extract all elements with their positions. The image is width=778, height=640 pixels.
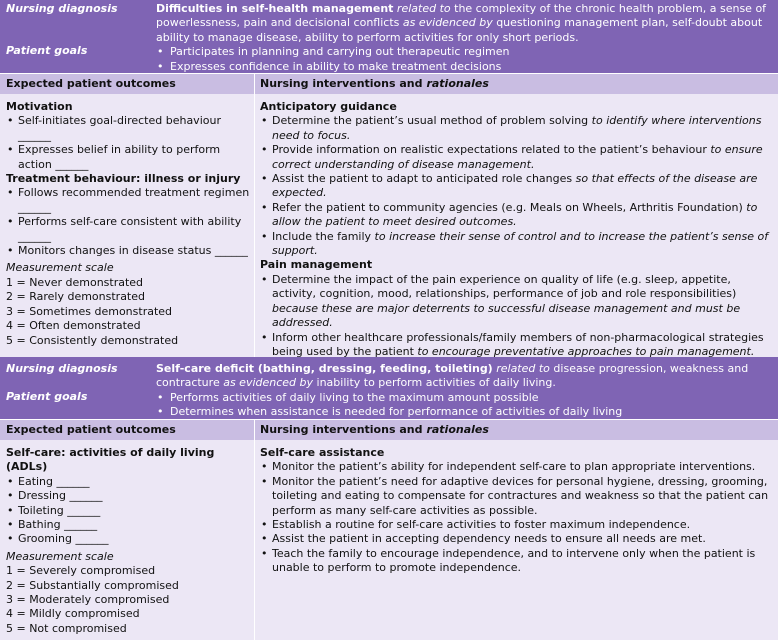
- section1-diagnosis-block: [0, 0, 778, 73]
- treatment-title: Treatment behaviour: illness or injury: [6, 172, 241, 186]
- patient-goals-list: [156, 45, 772, 74]
- list-item: • Follows recommended treatment regimen ______: [6, 186, 250, 215]
- list-item: • Inform other healthcare professionals/family members of non-pharmacological strategies being used by the patient to encourage preventative approaches to pain management.: [260, 331, 772, 360]
- outcomes-column: [0, 440, 254, 640]
- list-item: • Expresses confidence in ability to make treatment decisions: [156, 60, 772, 74]
- list-item: • Determine the impact of the pain experience on quality of life (e.g. sleep, appetite, activity, cognition, mood, relationships, performance of job and role responsibilities) because these are major deterrents to successful disease management and must be addressed.: [260, 273, 772, 331]
- measurement-scale: 1 = Never demonstrated 2 = Rarely demonstrated 3 = Sometimes demonstrated 4 = Often demonstrated 5 = Consistently demonstrated: [6, 275, 179, 347]
- motivation-title: Motivation: [6, 100, 73, 113]
- adl-title: Self-care: activities of daily living (ADLs): [6, 446, 215, 474]
- interventions-header: Nursing interventions and rationales: [254, 420, 778, 440]
- list-item: • Expresses belief in ability to perform action ______: [6, 143, 250, 172]
- list-item: • Assist the patient to adapt to anticipated role changes so that effects of the disease are expected.: [260, 172, 772, 201]
- list-item: • Provide information on realistic expectations related to the patient’s behaviour to ensure correct understanding of disease management.: [260, 143, 772, 172]
- list-item: • Bathing ______: [6, 518, 250, 532]
- list-item: • Performs activities of daily living to the maximum amount possible: [156, 391, 772, 405]
- nursing-diagnosis-text: Self-care deficit (bathing, dressing, feeding, toileting) related to disease progression, weakness and contracture as evidenced by inability to perform activities of daily living.: [156, 362, 749, 390]
- list-item: • Monitor the patient’s need for adaptive devices for personal hygiene, dressing, grooming, toileting and eating to compensate for contractures and weakness so that the patient can perform as many self-care activities as possible.: [260, 475, 772, 518]
- measurement-scale-title: Measurement scale: [6, 261, 114, 275]
- list-item: • Monitors changes in disease status ______: [6, 244, 250, 258]
- section2-diagnosis-block: [0, 357, 778, 419]
- outcomes-column: [0, 94, 254, 357]
- list-item: • Self-initiates goal-directed behaviour ______: [6, 114, 250, 143]
- anticipatory-guidance-title: Anticipatory guidance: [260, 100, 397, 113]
- list-item: • Assist the patient in accepting dependency needs to ensure all needs are met.: [260, 532, 772, 546]
- pain-management-title: Pain management: [260, 258, 373, 272]
- nursing-diagnosis-label: Nursing diagnosis: [6, 362, 118, 375]
- outcomes-header: Expected patient outcomes: [6, 76, 176, 90]
- list-item: • Grooming ______: [6, 532, 250, 546]
- patient-goals-label: Patient goals: [6, 44, 88, 58]
- measurement-scale: 1 = Severely compromised 2 = Substantially compromised 3 = Moderately compromised 4 = Mildly compromised 5 = Not compromised: [6, 564, 179, 635]
- section1-column-headers: [0, 73, 778, 94]
- list-item: • Include the family to increase their sense of control and to increase the patient’s sense of support.: [260, 230, 772, 259]
- nursing-diagnosis-text: Difficulties in self-health management related to the complexity of the chronic health problem, a sense of powerlessness, pain and decisional conflicts as evidenced by questioning management plan, self-doubt about ability to manage disease, ability to perform activities for only short periods.: [156, 2, 767, 44]
- list-item: • Dressing ______: [6, 489, 250, 503]
- list-item: • Establish a routine for self-care activities to foster maximum independence.: [260, 518, 772, 532]
- section2-body: [0, 440, 778, 640]
- section2-column-headers: [0, 419, 778, 440]
- list-item: • Refer the patient to community agencies (e.g. Meals on Wheels, Arthritis Foundation) to allow the patient to meet desired outcomes.: [260, 201, 772, 230]
- list-item: • Teach the family to encourage independence, and to intervene only when the patient is unable to perform to promote independence.: [260, 547, 772, 576]
- list-item: • Determine the patient’s usual method of problem solving to identify where interventions need to focus.: [260, 114, 772, 143]
- measurement-scale-title: Measurement scale: [6, 549, 114, 563]
- list-item: • Monitor the patient’s ability for independent self-care to plan appropriate interventions.: [260, 460, 772, 474]
- list-item: • Eating ______: [6, 475, 250, 489]
- list-item: • Participates in planning and carrying out therapeutic regimen: [156, 45, 772, 59]
- interventions-header: Nursing interventions and rationales: [254, 74, 778, 94]
- interventions-column: [254, 94, 778, 357]
- patient-goals-label: Patient goals: [6, 390, 88, 404]
- nursing-diagnosis-label: Nursing diagnosis: [6, 2, 118, 15]
- interventions-column: [254, 440, 778, 640]
- patient-goals-list: [156, 391, 772, 420]
- list-item: • Performs self-care consistent with ability ______: [6, 215, 250, 244]
- self-care-assistance-title: Self-care assistance: [260, 446, 385, 459]
- list-item: • Determines when assistance is needed for performance of activities of daily living: [156, 405, 772, 419]
- outcomes-header: Expected patient outcomes: [6, 422, 176, 436]
- section1-body: [0, 94, 778, 357]
- list-item: • Toileting ______: [6, 504, 250, 518]
